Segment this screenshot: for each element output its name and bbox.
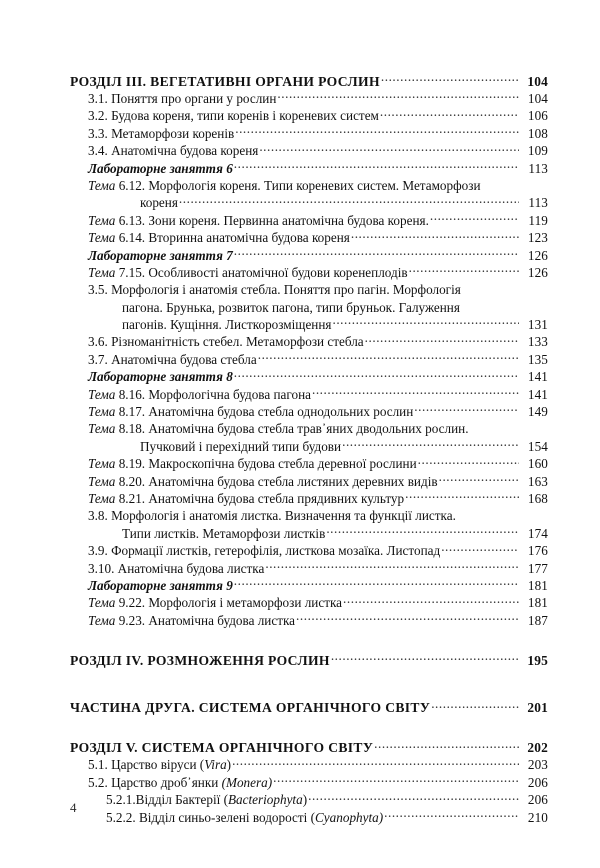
toc-page-number: 113 (528, 160, 548, 176)
toc-page-number: 123 (527, 230, 548, 246)
toc-entry-title: 3.10. Анатомічна будова листка (88, 560, 265, 576)
toc-entry-section[interactable] (70, 125, 548, 142)
toc-entry-title: 9.23. Анатомічна будова листка (115, 612, 296, 628)
toc-entry-chapter[interactable] (70, 739, 548, 757)
toc-entry-title: 6.12. Морфологія кореня. Типи кореневих систем. Метаморфози (115, 177, 481, 193)
toc-entry-label (88, 281, 461, 298)
toc-page-number: 195 (527, 652, 548, 668)
vertical-spacer (70, 669, 548, 699)
toc-page-number: 206 (527, 774, 548, 790)
toc-page-number: 187 (527, 612, 548, 628)
toc-entry-topic[interactable] (70, 612, 548, 629)
toc-entry-title: Лабораторне заняття 9 (88, 577, 233, 593)
table-of-contents-list (70, 72, 548, 826)
dot-leader (430, 212, 519, 225)
toc-entry-label (88, 368, 233, 385)
toc-entry-title: 8.19. Макроскопічна будова стебла деревної рослини (115, 456, 417, 472)
toc-entry-label (88, 490, 404, 507)
toc-entry-label (70, 652, 330, 669)
dot-leader (273, 774, 519, 787)
toc-page-number: 104 (527, 90, 548, 106)
toc-entry-label (88, 774, 272, 791)
toc-entry-lab[interactable] (70, 577, 548, 594)
toc-entry-topic[interactable] (70, 264, 548, 281)
toc-page-number: 141 (527, 386, 548, 402)
toc-entry-label (122, 525, 325, 542)
toc-entry-label (88, 420, 469, 437)
toc-entry-topic[interactable] (70, 177, 548, 194)
toc-entry-section[interactable] (70, 298, 548, 315)
toc-entry-title-suffix: ) (226, 757, 232, 773)
toc-entry-title: 3.3. Метаморфози коренів (88, 125, 235, 141)
toc-entry-label (88, 177, 481, 194)
dot-leader (234, 159, 519, 172)
toc-entry-prefix: Тема (88, 421, 116, 437)
toc-entry-chapter[interactable] (70, 72, 548, 90)
toc-entry-label (70, 699, 430, 716)
toc-page-number: 113 (528, 195, 548, 211)
toc-entry-title: РОЗДІЛ IV. РОЗМНОЖЕННЯ РОСЛИН (70, 652, 330, 668)
toc-entry-title: 5.2. Царство дроб᾽янки (88, 774, 222, 790)
toc-page-number: 133 (527, 334, 548, 350)
toc-page-number: 119 (528, 212, 548, 228)
toc-entry-prefix: Тема (88, 612, 116, 628)
toc-entry-label (140, 438, 341, 455)
toc-entry-topic[interactable] (70, 194, 548, 211)
dot-leader (259, 142, 519, 155)
toc-entry-label (88, 247, 233, 264)
toc-entry-title: 3.7. Анатомічна будова стебла (88, 351, 257, 367)
toc-entry-label (122, 299, 460, 316)
toc-page-number: 210 (527, 809, 548, 825)
toc-entry-section[interactable] (70, 525, 548, 542)
toc-page-number: 109 (527, 143, 548, 159)
toc-entry-title: ЧАСТИНА ДРУГА. СИСТЕМА ОРГАНІЧНОГО СВІТУ (70, 700, 431, 716)
toc-page-number: 154 (527, 438, 548, 454)
toc-page-number: 108 (527, 125, 548, 141)
toc-entry-lab[interactable] (70, 159, 548, 176)
dot-leader (234, 246, 519, 259)
toc-page-number: 201 (527, 700, 548, 716)
toc-entry-section[interactable] (70, 281, 548, 298)
toc-page-number: 106 (527, 108, 548, 124)
toc-entry-sub[interactable] (70, 791, 548, 808)
dot-leader (234, 577, 519, 590)
toc-page-number: 141 (527, 369, 548, 385)
toc-entry-label (88, 455, 417, 472)
toc-entry-lab[interactable] (70, 368, 548, 385)
toc-entry-continuation: пагонів. Кущіння. Листкорозміщення (122, 317, 332, 333)
toc-entry-topic[interactable] (70, 438, 548, 455)
toc-entry-section[interactable] (70, 333, 548, 350)
dot-leader (277, 90, 519, 103)
toc-page-number: 104 (527, 73, 548, 89)
toc-entry-title: Лабораторне заняття 7 (88, 247, 233, 263)
toc-entry-label (70, 73, 380, 90)
toc-entry-label (88, 577, 233, 594)
toc-entry-section[interactable] (70, 107, 548, 124)
toc-entry-topic[interactable] (70, 212, 548, 229)
toc-entry-title: 3.8. Морфологія і анатомія листка. Визначення та функції листка. (88, 508, 456, 524)
toc-entry-chapter[interactable] (70, 651, 548, 669)
toc-page-number: 149 (527, 404, 548, 420)
toc-entry-prefix: Тема (88, 473, 116, 489)
dot-leader (365, 333, 519, 346)
dot-leader (232, 756, 519, 769)
toc-page-number: 202 (527, 740, 548, 756)
toc-entry-sub[interactable] (70, 808, 548, 825)
dot-leader (351, 229, 519, 242)
toc-page-number: 126 (527, 247, 548, 263)
dot-leader (439, 472, 519, 485)
dot-leader (312, 385, 519, 398)
toc-entry-label (140, 194, 178, 211)
toc-entry-latin-name: Cyanophyta) (315, 809, 384, 825)
toc-page-number: 176 (527, 543, 548, 559)
toc-entry-section[interactable] (70, 542, 548, 559)
toc-entry-topic[interactable] (70, 490, 548, 507)
toc-entry-part[interactable] (70, 699, 548, 717)
toc-entry-prefix: Тема (88, 404, 116, 420)
dot-leader (418, 455, 519, 468)
toc-entry-title: 6.14. Вторинна анатомічна будова кореня (115, 230, 350, 246)
dot-leader (441, 542, 519, 555)
dot-leader (384, 808, 519, 821)
toc-entry-label (88, 612, 295, 629)
toc-entry-label (106, 791, 307, 808)
toc-entry-section[interactable] (70, 316, 548, 333)
toc-entry-section[interactable] (70, 142, 548, 159)
dot-leader (342, 438, 519, 451)
dot-leader (381, 72, 519, 86)
toc-entry-prefix: Тема (88, 177, 116, 193)
toc-entry-title-suffix: ) (302, 792, 308, 808)
toc-entry-topic[interactable] (70, 229, 548, 246)
toc-entry-label (88, 264, 408, 281)
toc-entry-title: РОЗДІЛ V. СИСТЕМА ОРГАНІЧНОГО СВІТУ (70, 740, 374, 756)
dot-leader (179, 194, 519, 207)
toc-entry-label (88, 212, 429, 229)
dot-leader (457, 507, 519, 520)
toc-entry-label (88, 542, 440, 559)
toc-page-number: 168 (527, 490, 548, 506)
toc-entry-title: 5.2.1.Відділ Бактерії ( (106, 792, 228, 808)
toc-entry-title: Лабораторне заняття 8 (88, 369, 233, 385)
toc-entry-label (106, 809, 383, 826)
toc-entry-title: 8.21. Анатомічна будова стебла прядивних культур (115, 490, 405, 506)
toc-entry-label (88, 333, 364, 350)
page-number-folio: 4 (70, 800, 77, 815)
toc-page-number: 131 (527, 317, 548, 333)
toc-entry-label (88, 229, 350, 246)
dot-leader (470, 420, 519, 433)
dot-leader (331, 651, 519, 665)
dot-leader (461, 298, 519, 311)
toc-entry-label (70, 739, 373, 756)
toc-entry-title: 8.16. Морфологічна будова пагона (115, 386, 311, 402)
toc-entry-title: 3.4. Анатомічна будова кореня (88, 143, 259, 159)
toc-entry-lab[interactable] (70, 246, 548, 263)
dot-leader (343, 594, 519, 607)
dot-leader (380, 107, 519, 120)
toc-entry-title: РОЗДІЛ III. ВЕГЕТАТИВНІ ОРГАНИ РОСЛИН (70, 73, 380, 89)
toc-entry-title: Лабораторне заняття 6 (88, 160, 233, 176)
toc-entry-title: 3.6. Різноманітність стебел. Метаморфози стебла (88, 334, 364, 350)
toc-entry-section[interactable] (70, 559, 548, 576)
toc-entry-topic[interactable] (70, 403, 548, 420)
toc-entry-label (88, 386, 311, 403)
toc-entry-label (88, 756, 231, 773)
toc-entry-title: 3.1. Поняття про органи у рослин (88, 90, 277, 106)
dot-leader (332, 316, 519, 329)
toc-entry-latin-name: Vira (204, 757, 227, 773)
toc-entry-label (88, 560, 264, 577)
toc-entry-prefix: Тема (88, 212, 116, 228)
toc-entry-prefix: Тема (88, 264, 116, 280)
toc-entry-label (88, 107, 379, 124)
dot-leader (409, 264, 519, 277)
toc-entry-latin-name: (Monera) (221, 774, 273, 790)
dot-leader (235, 125, 519, 138)
dot-leader (482, 177, 519, 190)
toc-page-number: 126 (527, 264, 548, 280)
toc-page-number: 135 (527, 351, 548, 367)
toc-entry-title: 7.15. Особливості анатомічної будови коренеплодів (115, 264, 408, 280)
toc-entry-section[interactable] (70, 507, 548, 524)
toc-entry-title: 8.20. Анатомічна будова стебла листяних деревних видів (115, 473, 438, 489)
dot-leader (258, 351, 519, 364)
toc-entry-section[interactable] (70, 774, 548, 791)
toc-entry-title: 8.17. Анатомічна будова стебла однодольних рослин (115, 404, 414, 420)
toc-entry-label (88, 142, 258, 159)
toc-entry-prefix: Тема (88, 595, 116, 611)
toc-entry-title: 6.13. Зони кореня. Первинна анатомічна будова кореня. (115, 212, 429, 228)
toc-entry-continuation: кореня (140, 195, 178, 211)
toc-entry-prefix: Тема (88, 456, 116, 472)
dot-leader (374, 739, 519, 753)
toc-entry-label (88, 351, 257, 368)
dot-leader (265, 559, 519, 572)
toc-page-number: 160 (527, 456, 548, 472)
toc-page-number: 177 (527, 560, 548, 576)
toc-page-number: 203 (527, 757, 548, 773)
toc-entry-prefix: Тема (88, 490, 116, 506)
toc-entry-label (88, 594, 342, 611)
vertical-spacer (70, 629, 548, 651)
dot-leader (308, 791, 519, 804)
toc-entry-label (88, 473, 438, 490)
toc-entry-topic[interactable] (70, 385, 548, 402)
dot-leader (234, 368, 519, 381)
toc-entry-continuation: Типи листків. Метаморфози листків (122, 525, 326, 541)
toc-entry-wrap-line: пагона. Брунька, розвиток пагона, типи бруньок. Галуження (122, 299, 460, 315)
dot-leader (431, 699, 519, 713)
dot-leader (414, 403, 519, 416)
dot-leader (405, 490, 519, 503)
toc-entry-title: 9.22. Морфологія і метаморфози листка (115, 595, 343, 611)
toc-page-number: 163 (527, 473, 548, 489)
toc-page-number: 181 (527, 595, 548, 611)
toc-entry-label (88, 160, 233, 177)
dot-leader (326, 525, 519, 538)
toc-page-number: 181 (527, 577, 548, 593)
toc-entry-title: 5.1. Царство віруси ( (88, 757, 205, 773)
toc-entry-title: 5.2.2. Відділ синьо-зелені водорості ( (106, 809, 316, 825)
toc-entry-section[interactable] (70, 351, 548, 368)
toc-entry-continuation: Пучковий і перехідний типи будови (140, 438, 342, 454)
toc-entry-label (88, 125, 234, 142)
toc-entry-label (88, 90, 276, 107)
toc-entry-topic[interactable] (70, 420, 548, 437)
toc-entry-section[interactable] (70, 90, 548, 107)
toc-entry-title: 3.2. Будова кореня, типи коренів і кореневих систем (88, 108, 379, 124)
toc-entry-topic[interactable] (70, 455, 548, 472)
toc-entry-prefix: Тема (88, 386, 116, 402)
toc-entry-topic[interactable] (70, 472, 548, 489)
toc-entry-title: 8.18. Анатомічна будова стебла трав᾽яних дводольних рослин. (115, 421, 469, 437)
dot-leader (462, 281, 519, 294)
vertical-spacer (70, 717, 548, 739)
toc-entry-label (88, 507, 456, 524)
dot-leader (296, 612, 519, 625)
toc-page-number: 206 (527, 792, 548, 808)
toc-page-number: 174 (527, 525, 548, 541)
toc-entry-latin-name: Bacteriophyta (227, 792, 303, 808)
toc-entry-section[interactable] (70, 756, 548, 773)
toc-entry-title: 3.9. Формації листків, гетерофілія, листкова мозаїка. Листопад (88, 543, 441, 559)
toc-entry-title: 3.5. Морфологія і анатомія стебла. Поняття про пагін. Морфологія (88, 282, 461, 298)
toc-entry-prefix: Тема (88, 230, 116, 246)
toc-entry-label (88, 403, 413, 420)
toc-entry-topic[interactable] (70, 594, 548, 611)
toc-entry-label (122, 316, 331, 333)
